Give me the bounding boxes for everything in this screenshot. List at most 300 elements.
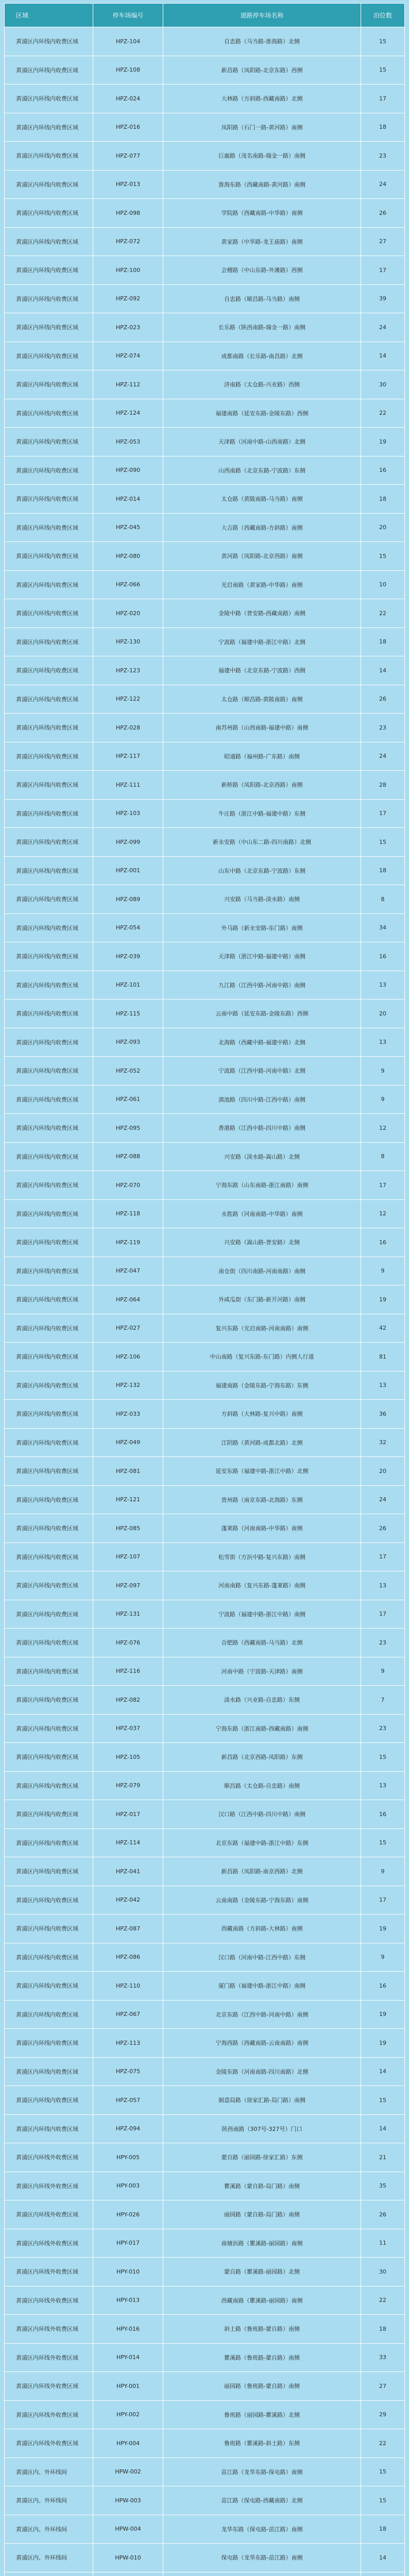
region-cell: 黄浦区内环线内收费区域 [5,1514,93,1543]
road-parking-name-cell: 黄家路（中华路-龙王庙路）南侧 [163,228,361,257]
region-cell: 黄浦区内环线内收费区域 [5,171,93,199]
table-row [5,1171,405,1200]
region-cell: 黄浦区内环线内收费区域 [5,542,93,571]
berth-count-cell: 12 [361,1200,405,1229]
road-parking-name-cell: 顺昌路（太仓路-自忠路）南侧 [163,1772,361,1801]
table-row [5,1743,405,1772]
berth-count-cell: 42 [361,1314,405,1343]
region-cell: 黄浦区内环线内收费区域 [5,599,93,628]
road-parking-name-cell: 成都南路（长乐路-南昌路）北侧 [163,342,361,371]
road-parking-name-cell: 淡水路（兴业路-自忠路）东侧 [163,1686,361,1715]
road-parking-name-cell: 福建南路（延安东路-金陵东路）西侧 [163,399,361,428]
berth-count-cell: 16 [361,456,405,485]
parking-code-cell: HPZ-027 [93,1314,163,1343]
road-parking-name-cell: 云南南路（金陵东路-宁海东路）南侧 [163,1886,361,1915]
parking-code-cell: HPY-014 [93,2344,163,2372]
region-cell: 黄浦区内环线外收费区域 [5,2372,93,2401]
road-parking-name-cell: 天津路（浙江中路-福建中路）南侧 [163,942,361,971]
region-cell: 黄浦区内环线内收费区域 [5,1972,93,2001]
berth-count-cell: 18 [361,485,405,514]
table-row [5,1371,405,1400]
table-row [5,2058,405,2087]
table-row [5,1086,405,1114]
parking-code-cell: HPZ-119 [93,1228,163,1257]
road-parking-name-cell: 大吉路（西藏南路-方斜路）南侧 [163,514,361,543]
region-cell: 黄浦区内环线内收费区域 [5,571,93,600]
berth-count-cell: 16 [361,1228,405,1257]
parking-code-cell: HPZ-014 [93,485,163,514]
region-cell: 黄浦区内环线内收费区域 [5,1200,93,1229]
road-parking-name-cell: 新昌路（北京西路-凤阳路）东侧 [163,1743,361,1772]
region-cell: 黄浦区内环线内收费区域 [5,800,93,828]
table-row [5,628,405,657]
berth-count-cell: 17 [361,1543,405,1572]
parking-code-cell: HPZ-097 [93,1571,163,1600]
berth-count-cell: 22 [361,599,405,628]
road-parking-name-cell: 新永安路（中山东二路-四川南路）北侧 [163,828,361,857]
road-parking-name-cell: 西藏南路（瞿溪路-丽园路）南侧 [163,2286,361,2315]
table-row [5,1514,405,1543]
parking-code-cell: HPZ-033 [93,1400,163,1429]
parking-code-cell: HPY-013 [93,2286,163,2315]
region-cell: 黄浦区内环线外收费区域 [5,2143,93,2172]
table-row [5,56,405,85]
berth-count-cell: 15 [361,1829,405,1858]
region-cell: 黄浦区内环线内收费区域 [5,685,93,714]
region-cell: 黄浦区内环线内收费区域 [5,628,93,657]
berth-count-cell: 14 [361,342,405,371]
road-parking-name-cell: 长乐路（陕西南路-瑞金一路）南侧 [163,313,361,342]
region-cell: 黄浦区内环线内收费区域 [5,1371,93,1400]
table-row [5,571,405,600]
parking-code-cell: HPZ-101 [93,971,163,1000]
region-cell: 黄浦区内环线内收费区域 [5,1171,93,1200]
region-cell: 黄浦区内环线内收费区域 [5,84,93,113]
region-cell: 黄浦区内环线内收费区域 [5,285,93,314]
parking-code-cell: HPZ-072 [93,228,163,257]
parking-code-cell: HPZ-079 [93,1772,163,1801]
berth-count-cell: 24 [361,313,405,342]
region-cell: 黄浦区内环线内收费区域 [5,485,93,514]
berth-count-cell: 16 [361,942,405,971]
road-parking-name-cell: 河南中路（宁波路-天津路）南侧 [163,1657,361,1686]
berth-count-cell: 19 [361,1914,405,1943]
parking-code-cell: HPZ-095 [93,1114,163,1143]
berth-count-cell: 9 [361,1943,405,1972]
road-parking-name-cell: 宁海东路（浙江南路-西藏南路）南侧 [163,1715,361,1743]
table-row [5,456,405,485]
parking-code-cell: HPZ-075 [93,2058,163,2087]
region-cell: 黄浦区内环线内收费区域 [5,1429,93,1458]
road-parking-name-cell: 瞿溪路（鲁班路-蒙自路）南侧 [163,2344,361,2372]
region-cell: 黄浦区内环线内收费区域 [5,56,93,85]
table-row [5,171,405,199]
berth-count-cell: 14 [361,2115,405,2144]
berth-count-cell: 23 [361,1629,405,1657]
road-parking-name-cell: 斜土路（鲁班路-蒙自路）南侧 [163,2315,361,2344]
parking-code-cell: HPZ-037 [93,1715,163,1743]
parking-code-cell: HPZ-113 [93,2029,163,2058]
header-road-parking-name: 道路停车场名称 [163,4,361,27]
berth-count-cell: 13 [361,1028,405,1057]
berth-count-cell: 24 [361,742,405,771]
region-cell: 黄浦区内环线内收费区域 [5,971,93,1000]
table-row [5,2458,405,2487]
parking-code-cell: HPZ-090 [93,456,163,485]
region-cell: 黄浦区内环线内收费区域 [5,342,93,371]
berth-count-cell: 36 [361,1400,405,1429]
table-row [5,2372,405,2401]
road-parking-name-cell: 西藏南路（方斜路-大林路）南侧 [163,1914,361,1943]
berth-count-cell: 34 [361,914,405,943]
parking-code-cell: HPZ-114 [93,1829,163,1858]
parking-code-cell: HPZ-016 [93,113,163,142]
table-row [5,1686,405,1715]
road-parking-name-cell: 九江路（江西中路-河南中路）南侧 [163,971,361,1000]
road-parking-name-cell: 汉口路（河南中路-江西中路）东侧 [163,1943,361,1972]
parking-code-cell: HPZ-074 [93,342,163,371]
berth-count-cell: 17 [361,1171,405,1200]
road-parking-name-cell: 贵州路（南京东路-北海路）东侧 [163,1486,361,1515]
table-row [5,1400,405,1429]
road-parking-name-cell: 延安东路（福建中路-浙江中路）北侧 [163,1457,361,1486]
table-row [5,1914,405,1943]
road-parking-name-cell: 龙华东路（保屯路-苗江路）南侧 [163,2515,361,2544]
table-row [5,942,405,971]
road-parking-name-cell: 新桥路（凤阳路-北京西路）南侧 [163,771,361,800]
parking-code-cell: HPZ-077 [93,142,163,171]
parking-code-cell: HPZ-089 [93,885,163,914]
road-parking-name-cell: 新昌路（凤阳路-北京东路）西侧 [163,56,361,85]
region-cell: 黄浦区内环线内收费区域 [5,1743,93,1772]
road-parking-name-cell: 光启南路（黄家路-中华路）南侧 [163,571,361,600]
region-cell: 黄浦区内环线内收费区域 [5,1857,93,1886]
berth-count-cell: 13 [361,1371,405,1400]
parking-code-cell: HPZ-100 [93,256,163,285]
table-row [5,1543,405,1572]
region-cell: 黄浦区内环线外收费区域 [5,2344,93,2372]
berth-count-cell: 19 [361,2029,405,2058]
parking-code-cell: HPZ-052 [93,1057,163,1086]
region-cell: 黄浦区内环线外收费区域 [5,2200,93,2229]
region-cell: 黄浦区内环线内收费区域 [5,1600,93,1629]
berth-count-cell [361,2572,405,2576]
parking-code-cell: HPZ-116 [93,1657,163,1686]
parking-code-cell: HPZ-039 [93,942,163,971]
table-row [5,999,405,1028]
region-cell: 黄浦区内环线内收费区域 [5,656,93,685]
region-cell: 黄浦区内环线内收费区域 [5,1657,93,1686]
table-row [5,857,405,886]
parking-code-cell: HPW-002 [93,2458,163,2487]
region-cell: 黄浦区内环线内收费区域 [5,27,93,56]
parking-code-cell: HPZ-061 [93,1086,163,1114]
parking-code-cell: HPW-003 [93,2486,163,2515]
berth-count-cell: 18 [361,2515,405,2544]
header-parking-code: 停车场编号 [93,4,163,27]
road-parking-name-cell: 河南南路（复兴东路-蓬莱路）南侧 [163,1571,361,1600]
parking-code-cell: HPZ-115 [93,999,163,1028]
table-row [5,1600,405,1629]
berth-count-cell: 15 [361,56,405,85]
parking-code-cell: HPZ-087 [93,1914,163,1943]
parking-code-cell: HPZ-112 [93,370,163,399]
berth-count-cell: 23 [361,714,405,742]
road-parking-name-cell: 瞿溪路（蒙自路-局门路）南侧 [163,2172,361,2201]
road-parking-name-cell: 金陵东路（河南南路-四川南路）北侧 [163,2058,361,2087]
road-parking-name-cell: 金陵中路（普安路-西藏南路）南侧 [163,599,361,628]
region-cell: 黄浦区内环线内收费区域 [5,2115,93,2144]
parking-table [4,3,405,2576]
berth-count-cell: 24 [361,1486,405,1515]
region-cell: 黄浦区内环线内收费区域 [5,428,93,456]
road-parking-name-cell: 兴安路（马当路-淡水路）南侧 [163,885,361,914]
parking-code-cell: HPY-017 [93,2229,163,2258]
berth-count-cell: 18 [361,2315,405,2344]
region-cell: 黄浦区内环线内收费区域 [5,456,93,485]
parking-code-cell: HPZ-070 [93,1171,163,1200]
parking-code-cell: HPY-002 [93,2401,163,2430]
parking-code-cell: HPZ-121 [93,1486,163,1515]
parking-code-cell: HPZ-081 [93,1457,163,1486]
region-cell: 黄浦区内、外环线间 [5,2544,93,2572]
table-row [5,285,405,314]
region-cell: 黄浦区内环线内收费区域 [5,1086,93,1114]
road-parking-name-cell: 外咸瓜街（东门路-新开河路）南侧 [163,1285,361,1314]
table-row [5,514,405,543]
parking-code-cell: HPZ-053 [93,428,163,456]
berth-count-cell: 9 [361,1857,405,1886]
berth-count-cell: 12 [361,1114,405,1143]
region-cell: 黄浦区内环线内收费区域 [5,1114,93,1143]
table-row [5,1028,405,1057]
table-row [5,428,405,456]
road-parking-name-cell: 苗江路（保屯路-西藏南路）北侧 [163,2486,361,2515]
road-parking-name-cell: 云南中路（延安东路-金陵东路）西侧 [163,999,361,1028]
road-parking-name-cell: 学院路（西藏南路-中华路）南侧 [163,199,361,228]
parking-code-cell: HPY-003 [93,2172,163,2201]
berth-count-cell: 13 [361,1772,405,1801]
parking-code-cell: HPZ-085 [93,1514,163,1543]
parking-code-cell: HPZ-049 [93,1429,163,1458]
berth-count-cell: 17 [361,1886,405,1915]
road-parking-name-cell: 中山南路（复兴东路-东门路）内侧人行道 [163,1343,361,1371]
berth-count-cell: 9 [361,1057,405,1086]
region-cell: 黄浦区内环线内收费区域 [5,1057,93,1086]
parking-code-cell: HPZ-082 [93,1686,163,1715]
table-row [5,1228,405,1257]
region-cell: 黄浦区内环线内收费区域 [5,256,93,285]
berth-count-cell: 15 [361,2486,405,2515]
road-parking-name-cell: 黄河路（凤阳路-北京西路）南侧 [163,542,361,571]
berth-count-cell: 7 [361,1686,405,1715]
berth-count-cell: 26 [361,2200,405,2229]
table-row [5,142,405,171]
road-parking-name-cell: 汉口路（江西中路-四川中路）南侧 [163,1800,361,1829]
parking-code-cell: HPZ-131 [93,1600,163,1629]
road-parking-name-cell: 昭通路（福州路-广东路）南侧 [163,742,361,771]
table-row [5,199,405,228]
berth-count-cell: 9 [361,1257,405,1286]
road-parking-name-cell: 自忠路（马当路-淮海路）北侧 [163,27,361,56]
table-row [5,1629,405,1657]
region-cell: 黄浦区内环线内收费区域 [5,742,93,771]
table-row [5,742,405,771]
table-row [5,342,405,371]
table-row [5,2086,405,2115]
table-row [5,771,405,800]
road-parking-name-cell: 厦门路（福建中路-浙江中路）南侧 [163,1972,361,2001]
region-cell: 黄浦区内环线内收费区域 [5,999,93,1028]
berth-count-cell: 29 [361,2401,405,2430]
berth-count-cell: 23 [361,1715,405,1743]
road-parking-name-cell: 香港路（江西中路-四川中路）南侧 [163,1114,361,1143]
road-parking-name-cell: 大林路（方斜路-西藏南路）北侧 [163,84,361,113]
berth-count-cell: 9 [361,1086,405,1114]
table-row [5,27,405,56]
region-cell: 黄浦区内环线内收费区域 [5,2029,93,2058]
parking-code-cell: HPZ-130 [93,628,163,657]
parking-code-cell: HPZ-124 [93,399,163,428]
berth-count-cell: 20 [361,514,405,543]
road-parking-name-cell: 自忠路（顺昌路-马当路）南侧 [163,285,361,314]
berth-count-cell: 23 [361,142,405,171]
berth-count-cell: 14 [361,2058,405,2087]
parking-code-cell: HPZ-076 [93,1629,163,1657]
region-cell: 黄浦区内环线内收费区域 [5,199,93,228]
table-row [5,1285,405,1314]
berth-count-cell: 81 [361,1343,405,1371]
region-cell: 黄浦区内环线内收费区域 [5,1800,93,1829]
region-cell: 黄浦区内环线内收费区域 [5,1715,93,1743]
parking-code-cell: HPZ-017 [93,1800,163,1829]
header-berth-count: 泊位数 [361,4,405,27]
berth-count-cell: 28 [361,771,405,800]
parking-code-cell: HPW-010 [93,2544,163,2572]
region-cell: 黄浦区内环线内收费区域 [5,370,93,399]
table-row [5,914,405,943]
table-row [5,2172,405,2201]
table-row [5,84,405,113]
berth-count-cell: 20 [361,999,405,1028]
road-parking-name-cell: 福建中路（北京东路-宁波路）西侧 [163,656,361,685]
table-row [5,2029,405,2058]
berth-count-cell: 17 [361,800,405,828]
parking-code-cell: HPZ-066 [93,571,163,600]
road-parking-name-cell: 宁波路（福建中路-浙江中路）南侧 [163,1600,361,1629]
table-row [5,2572,405,2576]
parking-code-cell: HPZ-106 [93,1343,163,1371]
parking-code-cell: HPZ-103 [93,800,163,828]
region-cell: 黄浦区内环线外收费区域 [5,2258,93,2286]
road-parking-name-cell: 北京东路（江西中路-河南中路）南侧 [163,2001,361,2029]
parking-code-cell: HPZ-041 [93,1857,163,1886]
parking-code-cell: HPW-004 [93,2515,163,2544]
region-cell: 黄浦区内环线内收费区域 [5,1314,93,1343]
parking-code-cell: HPY-001 [93,2372,163,2401]
table-row [5,2344,405,2372]
table-row [5,1343,405,1371]
berth-count-cell: 19 [361,1285,405,1314]
parking-code-cell: HPZ-117 [93,742,163,771]
parking-code-cell: HPZ-122 [93,685,163,714]
parking-code-cell: HPY-005 [93,2143,163,2172]
parking-code-cell: HPZ-088 [93,1143,163,1172]
table-row [5,1200,405,1229]
berth-count-cell: 17 [361,1600,405,1629]
road-parking-name-cell: 合肥路（西藏南路-马当路）北侧 [163,1629,361,1657]
table-row [5,2401,405,2430]
road-parking-name-cell: 永胜路（河南南路-中华路）南侧 [163,1200,361,1229]
road-parking-name-cell: 兴安路（嵩山路-普安路）北侧 [163,1228,361,1257]
region-cell: 黄浦区内环线内收费区域 [5,142,93,171]
table-row [5,1314,405,1343]
table-header [5,4,405,27]
berth-count-cell: 15 [361,27,405,56]
region-cell: 黄浦区内环线外收费区域 [5,2315,93,2344]
road-parking-name-cell: 保屯路（龙华东路-苗江路）南侧 [163,2544,361,2572]
table-row [5,1972,405,2001]
berth-count-cell: 27 [361,228,405,257]
berth-count-cell: 11 [361,2229,405,2258]
parking-code-cell: HPY-004 [93,2429,163,2458]
table-row [5,1486,405,1515]
region-cell: 黄浦区内环线内收费区域 [5,1143,93,1172]
berth-count-cell: 14 [361,2544,405,2572]
parking-code-cell: HPZ-001 [93,857,163,886]
road-parking-name-cell: 天津路（河南中路-山西南路）北侧 [163,428,361,456]
table-body [5,27,405,2576]
parking-code-cell: HPZ-094 [93,2115,163,2144]
table-row [5,1114,405,1143]
road-parking-name-cell: 江阴路（黄河路-成都北路）北侧 [163,1429,361,1458]
region-cell: 黄浦区内环线内收费区域 [5,771,93,800]
berth-count-cell: 22 [361,399,405,428]
parking-code-cell: HPZ-092 [93,285,163,314]
region-cell: 黄浦区内环线内收费区域 [5,2086,93,2115]
road-parking-name-cell: 巨鹿路（茂名南路-瑞金一路）南侧 [163,142,361,171]
table-row [5,1772,405,1801]
parking-code-cell: HPZ-057 [93,2086,163,2115]
region-cell: 黄浦区内环线外收费区域 [5,2401,93,2430]
region-cell: 黄浦区内环线外收费区域 [5,2429,93,2458]
road-parking-name-cell: 福建南路（金陵东路-宁海东路）东侧 [163,1371,361,1400]
road-parking-name-cell: 太仓路（黄陂南路-马当路）南侧 [163,485,361,514]
road-parking-name-cell: 新昌路（凤阳路-南京西路）北侧 [163,1857,361,1886]
road-parking-name-cell: 宁海东路（山东南路-浙江南路）南侧 [163,1171,361,1200]
parking-code-cell: HPZ-023 [93,313,163,342]
parking-code-cell: HPZ-118 [93,1200,163,1229]
berth-count-cell: 18 [361,628,405,657]
table-row [5,1857,405,1886]
header-region: 区域 [5,4,93,27]
road-parking-name-cell: 外马路（新永安路-东门路）南侧 [163,914,361,943]
table-row [5,685,405,714]
region-cell: 黄浦区内环线内收费区域 [5,1943,93,1972]
table-row [5,1571,405,1600]
region-cell: 黄浦区内环线内收费区域 [5,1343,93,1371]
table-row [5,1143,405,1172]
table-row [5,2001,405,2029]
road-parking-name-cell: 兴安路（淡水路-嵩山路）北侧 [163,1143,361,1172]
road-parking-name-cell: 蓬莱路（河南南路-中华路）南侧 [163,1514,361,1543]
region-cell: 黄浦区内环线内收费区域 [5,514,93,543]
region-cell: 黄浦区内环线内收费区域 [5,857,93,886]
table-row [5,1257,405,1286]
parking-code-cell: HPZ-054 [93,914,163,943]
berth-count-cell: 18 [361,857,405,886]
parking-code-cell: HPZ-111 [93,771,163,800]
